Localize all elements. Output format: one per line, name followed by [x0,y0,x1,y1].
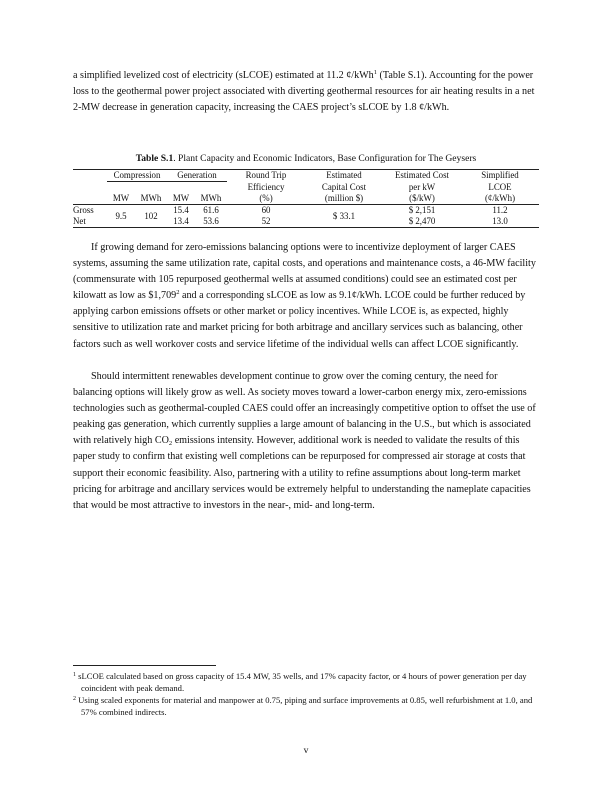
paragraph-outlook-text-b: emissions intensity. However, additional work is needed to validate the results of this paper study to confirm that existing well completions can be repurposed for compressed air storage at costs that support their economic feasibility. Also, partnering with a utility to refine assumptions about long-term market pricing for arbitrage and ancillary services would be extremely helpful to understanding the nameplate capacities that would be most attractive to investors in the near-, mid- and long-term. [73,435,531,511]
footnote-ref-1[interactable]: 1 [373,69,377,76]
header-compression-mw: MW [107,193,135,205]
header-capital-cost-2: Capital Cost [321,181,367,192]
footnote-divider [73,665,216,666]
footnote-2-number: 2 [73,696,76,702]
footnote-ref-2[interactable]: 2 [176,289,180,297]
footnote-2-text: Using scaled exponents for material and manpower at 0.75, piping and surface improvements at 0.85, well refurbishment at 1.0, and 57% combined indirects. [76,695,533,717]
cell-net-cost-per-kw: $ 2,470 [383,216,461,228]
cell-compression-mwh: 102 [135,205,167,228]
header-compression-mwh: MWh [135,193,167,205]
footnote-2 [73,695,547,719]
paragraph-intro-text-b: (Table S.1). Accounting for the power loss to the geothermal power project associated with diverting geothermal resources for air heating results in a net 2-MW decrease in generation capacity, increasing the CAES project’s sLCOE by 1.8 ¢/kWh. [73,70,535,114]
header-round-trip-1: Round Trip [227,170,305,182]
cell-gross-round-trip: 60 [261,205,271,215]
table-caption-label: Table S.1 [135,153,174,164]
table-row-gross [73,205,539,217]
cell-gross-generation-mw: 15.4 [173,205,189,215]
page-number: v [303,745,309,756]
paragraph-larger-caes-text-a: If growing demand for zero-emissions balancing options were to incentivize deployment of larger CAES systems, assuming the same utilization rate, capital costs, and operations and maintenance costs, a 46-MW facility (commensurate with 105 repurposed geothermal wells at assumed conditions) could see an estimated cost per kilowatt as low as $1,709 [73,242,536,302]
cell-gross-lcoe: 11.2 [492,205,508,215]
table-caption [0,153,612,164]
header-cost-per-kw-2: per kW [408,181,436,192]
header-round-trip-2: Efficiency [247,181,285,192]
header-compression: Compression [107,170,167,182]
cell-gross-generation-mwh: 61.6 [203,205,219,215]
header-capital-cost-unit: (million $) [305,193,383,205]
header-capital-cost-1: Estimated [305,170,383,182]
header-cost-per-kw-unit: ($/kW) [383,193,461,205]
row-label-gross: Gross [73,205,94,215]
paragraph-larger-caes-text-b: and a corresponding sLCOE as low as 9.1¢/kWh. LCOE could be further reduced by applying carbon emissions offsets or other market or policy incentives. While LCOE is, as expected, highly sensitive to utilization rate and market pricing for both arbitrage and ancillary services such as balancing, other factors such as well workover costs and service lifetime of the individual wells can affect LCOE significantly. [73,290,526,350]
footnote-1-text: sLCOE calculated based on gross capacity of 15.4 MW, 35 wells, and 17% capacity factor, or 4 hours of power generation per day coincident with peak demand. [76,671,527,693]
cell-net-generation-mwh: 53.6 [195,216,227,228]
cell-net-generation-mw: 13.4 [167,216,195,228]
cell-net-round-trip: 52 [227,216,305,228]
paragraph-outlook-text-a: Should intermittent renewables development continue to grow over the coming century, the need for balancing options will likely grow as well. As society moves toward a lower-carbon energy mix, zero-emissions technologies such as geothermal-coupled CAES could offer an increasingly competitive option to offset the use of peaking gas generation, which currently supplies a large amount of balancing in the U.S., but which is associated with relatively high CO [73,371,536,447]
paragraph-intro [73,68,539,116]
footnote-1-number: 1 [73,672,76,678]
table-caption-text: . Plant Capacity and Economic Indicators, Base Configuration for The Geysers [173,153,477,164]
header-lcoe-2: LCOE [488,181,512,192]
paragraph-larger-caes [73,240,539,353]
header-generation-mw: MW [167,193,195,205]
row-label-net: Net [73,216,107,228]
header-generation-mwh: MWh [195,193,227,205]
cell-compression-mw: 9.5 [107,205,135,228]
cell-net-lcoe: 13.0 [461,216,539,228]
header-lcoe-unit: (¢/kWh) [461,193,539,205]
header-cost-per-kw-1: Estimated Cost [383,170,461,182]
cell-capital-cost: $ 33.1 [305,205,383,228]
header-round-trip-unit: (%) [227,193,305,205]
header-lcoe-1: Simplified [461,170,539,182]
co2-subscript: 2 [168,440,173,448]
paragraph-intro-text-a: a simplified levelized cost of electricity (sLCOE) estimated at 11.2 ¢/kWh [73,70,374,81]
header-generation: Generation [167,170,227,182]
capacity-economics-table [73,169,539,228]
paragraph-outlook [73,369,539,514]
footnote-1 [73,671,547,695]
cell-gross-cost-per-kw: $ 2,151 [408,205,436,215]
